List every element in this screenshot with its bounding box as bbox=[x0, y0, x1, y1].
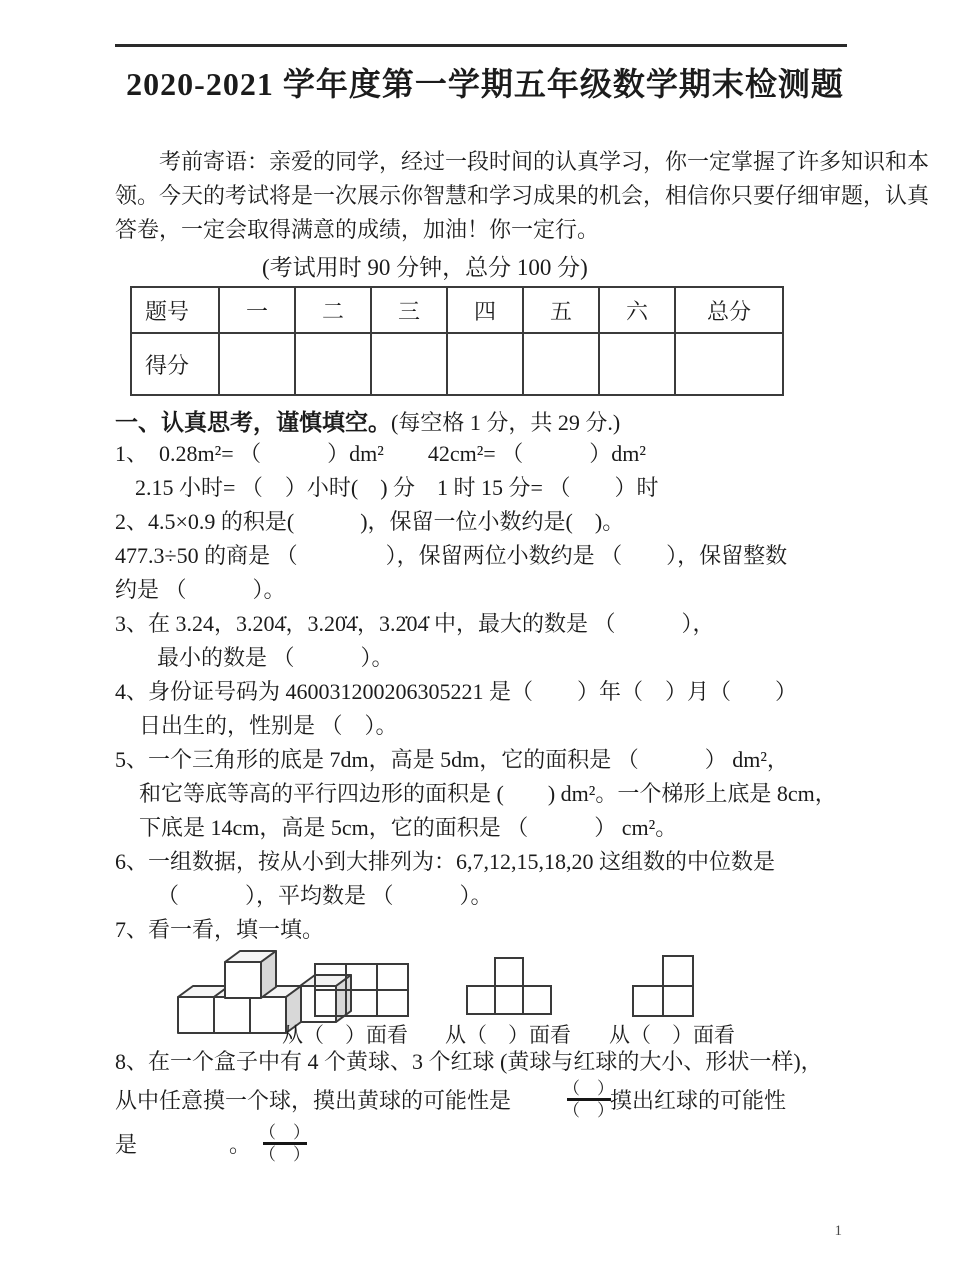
score-table bbox=[130, 286, 784, 396]
score-cell-empty bbox=[523, 333, 599, 395]
question-8-line3 bbox=[115, 1123, 855, 1167]
score-cell-empty bbox=[295, 333, 371, 395]
view-grid-l-shape bbox=[632, 955, 696, 1019]
question-2-line1: 2、4.5×0.9 的积是( )，保留一位小数约是( )。 bbox=[115, 509, 625, 534]
question-5-line3: 下底是 14cm，高是 5cm，它的面积是 （ ） cm²。 bbox=[139, 815, 678, 840]
question-8-line2 bbox=[115, 1079, 855, 1123]
section1-title: 一、认真思考，谨慎填空。 bbox=[115, 409, 391, 435]
score-cell-empty bbox=[371, 333, 447, 395]
preamble-line: 领。今天的考试将是一次展示你智慧和学习成果的机会，相信你只要仔细审题，认真 bbox=[115, 183, 930, 208]
question-7-heading: 7、看一看，填一填。 bbox=[115, 917, 325, 942]
cube-views-figure bbox=[115, 949, 855, 1045]
score-table-header: 一 bbox=[219, 287, 295, 333]
fraction-denominator: （ ） bbox=[259, 1145, 311, 1165]
view-grid-2x3 bbox=[314, 963, 411, 1019]
exam-duration-info: (考试用时 90 分钟，总分 100 分) bbox=[262, 255, 588, 280]
score-table-header: 总分 bbox=[675, 287, 783, 333]
question-1-line1: 1、 0.28m²= （ ）dm² 42cm²= （ ）dm² bbox=[115, 441, 646, 466]
question-5-line1: 5、一个三角形的底是 7dm，高是 5dm，它的面积是 （ ） dm²， bbox=[115, 747, 789, 772]
question-3-line2: 最小的数是 （ ）。 bbox=[157, 645, 394, 670]
section1-note: (每空格 1 分，共 29 分.) bbox=[391, 410, 621, 435]
view-label: 从（ ）面看 bbox=[282, 1023, 408, 1047]
score-table-header: 三 bbox=[371, 287, 447, 333]
question-5-line2: 和它等底等高的平行四边形的面积是 ( ) dm²。一个梯形上底是 8cm， bbox=[139, 781, 837, 806]
fraction-numerator: （ ） bbox=[259, 1123, 311, 1143]
question-1-line2: 2.15 小时= （ ）小时( ) 分 1 时 15 分= （ ）时 bbox=[135, 475, 659, 500]
score-row-label: 得分 bbox=[131, 333, 219, 395]
fraction-numerator: （ ） bbox=[563, 1079, 615, 1099]
top-rule bbox=[115, 44, 847, 47]
view-grid-t-shape bbox=[466, 957, 554, 1017]
question-8-line2-text: 从中任意摸一个球，摸出黄球的可能性是 bbox=[115, 1088, 512, 1113]
fraction-blank bbox=[563, 1079, 615, 1121]
question-2-line3: 约是 （ ）。 bbox=[115, 577, 286, 602]
fraction-denominator: （ ） bbox=[563, 1101, 615, 1121]
score-table-header: 五 bbox=[523, 287, 599, 333]
score-table-header: 二 bbox=[295, 287, 371, 333]
question-4-line1: 4、身份证号码为 460031200206305221 是（ ）年（ ）月（ ） bbox=[115, 679, 798, 704]
fraction-blank bbox=[259, 1123, 311, 1165]
question-6-line2: （ ），平均数是 （ ）。 bbox=[157, 883, 493, 908]
period-mark: 。 bbox=[229, 1132, 252, 1157]
question-3-line1: 3、在 3.24，3.204̇，3.20̇4̇，3.2̇04̇ 中，最大的数是 （ ）， bbox=[115, 611, 715, 636]
page-number: 1 bbox=[834, 1223, 842, 1239]
view-label: 从（ ）面看 bbox=[445, 1023, 571, 1047]
exam-preamble bbox=[115, 145, 930, 247]
score-table-header: 四 bbox=[447, 287, 523, 333]
score-cell-empty bbox=[599, 333, 675, 395]
page-title: 2020-2021 学年度第一学期五年级数学期末检测题 bbox=[126, 66, 844, 102]
score-cell-empty bbox=[447, 333, 523, 395]
question-8-line2-text: 摸出红球的可能性 bbox=[610, 1088, 787, 1113]
question-2-line2: 477.3÷50 的商是 （ ），保留两位小数约是 （ ），保留整数 bbox=[115, 543, 788, 568]
view-label: 从（ ）面看 bbox=[609, 1023, 735, 1047]
preamble-line: 考前寄语：亲爱的同学，经过一段时间的认真学习，你一定掌握了许多知识和本 bbox=[159, 149, 930, 174]
score-cell-empty bbox=[675, 333, 783, 395]
preamble-line: 答卷，一定会取得满意的成绩，加油！你一定行。 bbox=[115, 217, 600, 242]
score-table-header: 六 bbox=[599, 287, 675, 333]
section1-heading bbox=[115, 404, 855, 437]
score-cell-empty bbox=[219, 333, 295, 395]
question-6-line1: 6、一组数据，按从小到大排列为：6,7,12,15,18,20 这组数的中位数是 bbox=[115, 849, 776, 874]
question-8-line1: 8、在一个盒子中有 4 个黄球、3 个红球 (黄球与红球的大小、形状一样)， bbox=[115, 1049, 823, 1074]
question-4-line2: 日出生的，性别是 （ ）。 bbox=[139, 713, 398, 738]
score-table-header: 题号 bbox=[131, 287, 219, 333]
question-8-line3-text: 是 bbox=[115, 1132, 138, 1157]
